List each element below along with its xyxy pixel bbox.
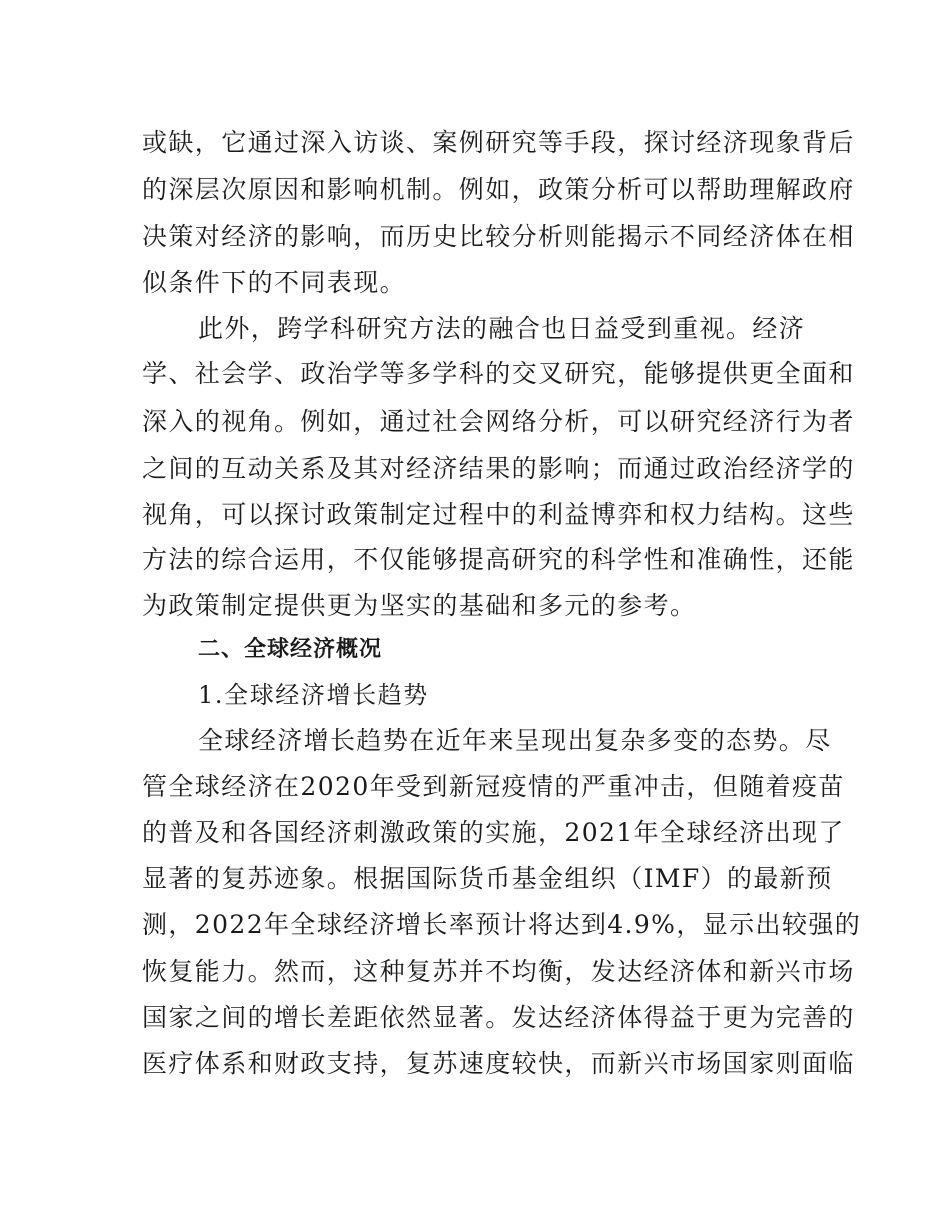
subsection-heading: 1.全球经济增长趋势 <box>198 681 429 709</box>
paragraph-line: 管全球经济在2020年受到新冠疫情的严重冲击，但随着疫苗 <box>142 772 845 801</box>
paragraph-line: 的普及和各国经济刺激政策的实施，2021年全球经济出现了 <box>142 818 845 847</box>
paragraph-line: 或缺，它通过深入访谈、案例研究等手段，探讨经济现象背后 <box>142 128 855 157</box>
paragraph-line: 的深层次原因和影响机制。例如，政策分析可以帮助理解政府 <box>142 175 855 204</box>
paragraph-line: 医疗体系和财政支持，复苏速度较快，而新兴市场国家则面临 <box>142 1049 855 1078</box>
section-heading: 二、全球经济概况 <box>198 637 383 662</box>
paragraph-line: 深入的视角。例如，通过社会网络分析，可以研究经济行为者 <box>142 407 855 436</box>
paragraph-line: 测，2022年全球经济增长率预计将达到4.9%，显示出较强的 <box>142 910 862 939</box>
paragraph-line: 显著的复苏迹象。根据国际货币基金组织（IMF）的最新预 <box>142 864 833 893</box>
paragraph-line: 国家之间的增长差距依然显著。发达经济体得益于更为完善的 <box>142 1003 855 1032</box>
paragraph-line: 恢复能力。然而，这种复苏并不均衡，发达经济体和新兴市场 <box>142 957 855 986</box>
paragraph-line: 视角，可以探讨政策制定过程中的利益博弈和权力结构。这些 <box>142 500 855 529</box>
paragraph-line: 学、社会学、政治学等多学科的交叉研究，能够提供更全面和 <box>142 359 855 388</box>
paragraph-line: 似条件下的不同表现。 <box>142 268 407 297</box>
paragraph-line: 方法的综合运用，不仅能够提高研究的科学性和准确性，还能 <box>142 545 855 574</box>
paragraph-line: 为政策制定提供更为坚实的基础和多元的参考。 <box>142 591 697 620</box>
paragraph-line: 全球经济增长趋势在近年来呈现出复杂多变的态势。尽 <box>198 726 832 755</box>
paragraph-line: 决策对经济的影响，而历史比较分析则能揭示不同经济体在相 <box>142 222 855 251</box>
paragraph-line: 之间的互动关系及其对经济结果的影响；而通过政治经济学的 <box>142 454 855 483</box>
paragraph-line: 此外，跨学科研究方法的融合也日益受到重视。经济 <box>198 314 806 343</box>
